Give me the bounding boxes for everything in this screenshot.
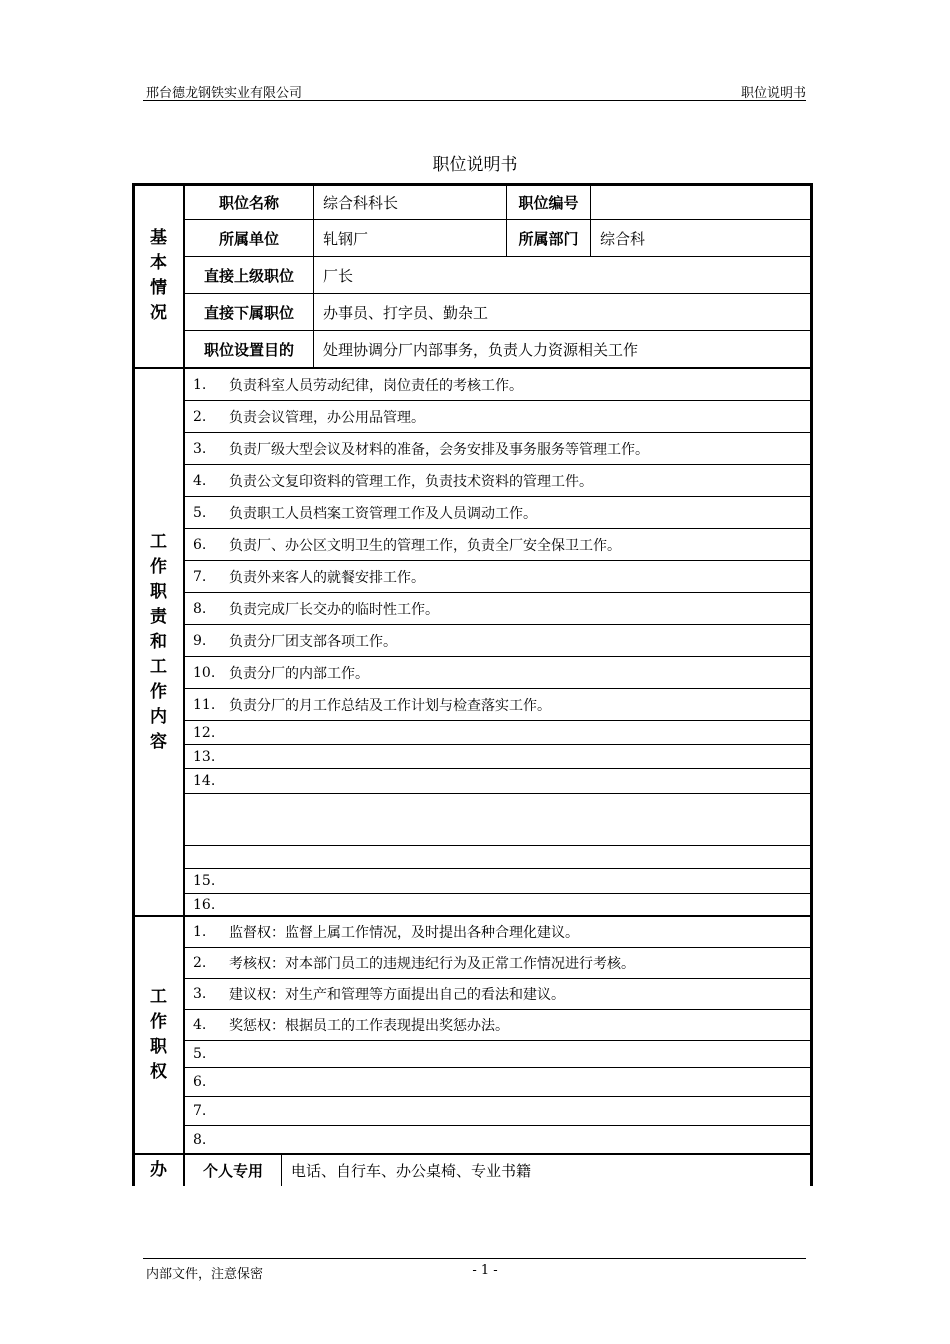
grid-line	[184, 1040, 813, 1041]
item-number: 3.	[193, 986, 207, 1002]
item-number: 6.	[193, 1074, 207, 1090]
dept-label: 所属部门	[518, 229, 579, 248]
duty-item	[193, 657, 369, 688]
section-char: 作	[150, 681, 167, 702]
item-number: 5.	[193, 504, 207, 521]
grid-line	[184, 768, 813, 769]
duty-item	[193, 401, 425, 432]
item-number: 16.	[193, 896, 216, 913]
authority-item	[193, 917, 579, 947]
item-number: 10.	[193, 664, 216, 681]
section-char: 内	[150, 706, 167, 727]
item-number: 8.	[193, 1131, 207, 1148]
authority-item	[193, 1097, 229, 1125]
item-text: 负责分厂的月工作总结及工作计划与检查落实工作。	[229, 697, 551, 714]
item-text: 负责公文复印资料的管理工作，负责技术资料的管理工件。	[229, 473, 593, 490]
section-char: 作	[150, 556, 167, 577]
duty-item	[193, 625, 397, 656]
header-company: 邢台德龙钢铁实业有限公司	[146, 86, 303, 101]
item-number: 5.	[193, 1046, 207, 1062]
position-code-label: 职位编号	[518, 193, 579, 212]
item-text: 建议权：对生产和管理等方面提出自己的看法和建议。	[229, 987, 565, 1003]
item-text: 负责会议管理，办公用品管理。	[229, 409, 425, 426]
duty-item	[193, 497, 537, 528]
section-char: 工	[150, 987, 167, 1007]
item-number: 6.	[193, 536, 207, 553]
item-text: 负责外来客人的就餐安排工作。	[229, 569, 425, 586]
duty-item	[193, 721, 229, 744]
section-label-authority	[134, 917, 183, 1153]
purpose-value: 处理协调分厂内部事务，负责人力资源相关工作	[323, 340, 639, 359]
duty-item	[193, 529, 621, 560]
section-char: 工	[150, 531, 167, 552]
section-label-office: 办	[150, 1160, 167, 1180]
item-number: 12.	[193, 724, 216, 741]
position-name-value: 综合科科长	[323, 193, 399, 212]
personal-use-value: 电话、自行车、办公桌椅、专业书籍	[291, 1162, 532, 1180]
duty-item	[193, 689, 551, 720]
item-text: 负责分厂的内部工作。	[229, 665, 369, 682]
authority-item	[193, 1041, 229, 1067]
authority-item	[193, 979, 565, 1009]
item-text: 奖惩权：根据员工的工作表现提出奖惩办法。	[229, 1018, 509, 1034]
section-char: 职	[150, 581, 167, 602]
item-number: 9.	[193, 632, 207, 649]
authority-item	[193, 1126, 229, 1153]
section-char: 本	[150, 253, 167, 273]
grid-line	[184, 1125, 813, 1126]
purpose-label: 职位设置目的	[203, 340, 294, 359]
header-rule	[143, 100, 806, 101]
dept-value: 综合科	[600, 229, 646, 248]
duty-item	[193, 593, 439, 624]
section-char: 权	[150, 1062, 167, 1082]
duty-item	[193, 769, 229, 792]
item-number: 7.	[193, 1103, 207, 1119]
grid-line	[184, 868, 813, 869]
grid-line	[184, 893, 813, 894]
header-doc-type: 职位说明书	[740, 86, 806, 101]
duty-item	[193, 745, 229, 768]
authority-item	[193, 1068, 229, 1096]
duty-item	[193, 894, 229, 915]
item-text: 负责厂级大型会议及材料的准备，会务安排及事务服务等管理工作。	[229, 441, 649, 458]
duty-item	[193, 869, 229, 892]
authority-item	[193, 1010, 509, 1040]
item-number: 15.	[193, 872, 216, 889]
section-char: 况	[150, 303, 167, 323]
item-number: 13.	[193, 748, 216, 765]
item-text: 负责分厂团支部各项工作。	[229, 633, 397, 650]
authority-item	[193, 948, 635, 978]
item-number: 2.	[193, 408, 207, 425]
section-char: 基	[150, 228, 167, 248]
duty-item	[193, 369, 523, 400]
section-char: 职	[150, 1037, 167, 1057]
personal-use-label: 个人专用	[202, 1162, 263, 1180]
document-title: 职位说明书	[432, 155, 518, 175]
section-char: 工	[150, 656, 167, 677]
duty-item	[193, 433, 649, 464]
section-char: 情	[150, 278, 167, 298]
section-label-duties	[134, 369, 183, 915]
footer-note: 内部文件，注意保密	[146, 1267, 264, 1282]
section-char: 和	[150, 631, 167, 652]
section-char: 责	[150, 606, 167, 627]
unit-label: 所属单位	[218, 229, 279, 248]
item-number: 4.	[193, 472, 207, 489]
grid-line	[184, 744, 813, 745]
superior-label: 直接上级职位	[203, 266, 294, 285]
unit-value: 轧钢厂	[323, 229, 369, 248]
grid-line	[184, 1096, 813, 1097]
grid-line	[184, 720, 813, 721]
item-number: 1.	[193, 376, 207, 393]
superior-value: 厂长	[323, 266, 354, 285]
subordinate-value: 办事员、打字员、勤杂工	[323, 303, 489, 322]
item-text: 考核权：对本部门员工的违规违纪行为及正常工作情况进行考核。	[229, 956, 635, 972]
item-text: 负责厂、办公区文明卫生的管理工作，负责全厂安全保卫工作。	[229, 537, 621, 554]
position-name-label: 职位名称	[218, 193, 279, 212]
item-number: 8.	[193, 600, 207, 617]
subordinate-label: 直接下属职位	[203, 303, 294, 322]
item-number: 1.	[193, 924, 207, 940]
item-number: 14.	[193, 772, 216, 789]
item-number: 7.	[193, 568, 207, 585]
item-number: 4.	[193, 1017, 207, 1033]
position-code-value	[591, 185, 811, 219]
duty-item	[193, 465, 593, 496]
section-char: 作	[150, 1012, 167, 1032]
item-text: 负责完成厂长交办的临时性工作。	[229, 601, 439, 618]
item-number: 2.	[193, 955, 207, 971]
page-number: - 1 -	[472, 1263, 498, 1278]
footer-rule	[143, 1258, 806, 1259]
grid-line	[184, 845, 813, 846]
item-text: 负责职工人员档案工资管理工作及人员调动工作。	[229, 505, 537, 522]
item-number: 3.	[193, 440, 207, 457]
item-text: 监督权：监督上属工作情况，及时提出各种合理化建议。	[229, 925, 579, 941]
section-label-basic	[134, 185, 183, 367]
duty-item	[193, 561, 425, 592]
grid-line	[184, 1067, 813, 1068]
item-text: 负责科室人员劳动纪律，岗位责任的考核工作。	[229, 377, 523, 394]
item-number: 11.	[193, 696, 216, 713]
section-char: 容	[150, 731, 167, 752]
grid-line	[184, 793, 813, 794]
